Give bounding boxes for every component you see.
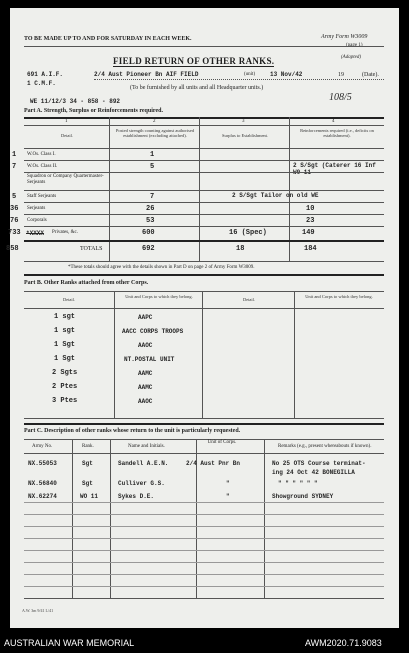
- header-surplus: Surplus to Establishment.: [221, 133, 269, 138]
- army-number: NX.56840: [28, 480, 57, 487]
- army-number: NX.62274: [28, 493, 57, 500]
- part-b-header-unit-2: Unit and Corps to which they belong.: [305, 294, 373, 299]
- remarks: No 25 OTS Course terminat-: [272, 460, 366, 467]
- part-c-header-unit: Unit of Corps.: [207, 440, 237, 445]
- attached-unit: AACC CORPS TROOPS: [122, 328, 184, 335]
- row-rule: [24, 214, 384, 215]
- footer-institution: AUSTRALIAN WAR MEMORIAL: [4, 638, 135, 648]
- unit-corps: ": [226, 480, 230, 487]
- margin-figure: 5: [12, 193, 17, 201]
- totals-surplus: 18: [236, 245, 245, 253]
- part-c-rule: [24, 514, 384, 515]
- footer-accession: AWM2020.71.9083: [305, 638, 382, 648]
- unit-suffix: (unit): [244, 72, 256, 77]
- attached-qty: 1 Sgt: [54, 341, 76, 349]
- margin-figure: 1: [12, 151, 17, 159]
- unit-corps: ": [226, 493, 230, 500]
- col-num-4: 4: [332, 119, 335, 124]
- part-b-top-rule: [24, 291, 384, 292]
- part-c-rule: [24, 550, 384, 551]
- row-label: Corporals: [27, 218, 47, 223]
- reinf-value: 2 S/Sgt (Caterer 16 Inf W0 11: [293, 162, 376, 176]
- attached-qty: 2 Sgts: [52, 369, 78, 377]
- posted-value: 53: [146, 217, 155, 225]
- row-rule: [24, 190, 384, 191]
- field-return-form: [6, 8, 399, 628]
- row-rule: [24, 202, 384, 203]
- attached-unit: AAOC: [138, 398, 153, 405]
- part-a-bottom-rule: [24, 261, 384, 262]
- margin-figure: 7: [12, 163, 17, 171]
- surplus-value: 2 S/Sgt Tailor on old WE: [232, 192, 319, 199]
- part-c-rule: [24, 538, 384, 539]
- part-a-top-rule: [24, 117, 384, 119]
- army-number: NX.55053: [28, 460, 57, 467]
- remarks: " " " " " ": [278, 480, 318, 487]
- attached-unit: AAMC: [138, 384, 153, 391]
- row-rule: [24, 160, 384, 161]
- header-reinf: Reinforcements required (i.e., deficits on establishment).: [300, 128, 374, 138]
- part-c-rule: [24, 562, 384, 563]
- furnish-note: (To be furnished by all units and all Headquarter units.): [130, 85, 264, 91]
- date-label: (Date).: [362, 72, 379, 78]
- col-num-3: 3: [242, 119, 245, 124]
- totals-margin: 858: [6, 245, 19, 253]
- attached-unit: AAMC: [138, 370, 153, 377]
- part-a-heading: Part A. Strength, Surplus or Reinforcements required.: [24, 108, 163, 114]
- part-c-header-name: Name and Initials.: [128, 444, 165, 449]
- reinf-value: 149: [302, 229, 315, 237]
- top-note: TO BE MADE UP TO AND FOR SATURDAY IN EACH WEEK.: [24, 36, 192, 42]
- part-c-rule: [24, 574, 384, 575]
- posted-value: 26: [146, 205, 155, 213]
- remarks-continued: ing 24 Oct 42 BONEGILLA: [272, 469, 355, 476]
- row-label: Squadron or Company Quartermaster-Serjeants: [27, 174, 104, 185]
- reinf-value: 10: [306, 205, 315, 213]
- unit-name: 2/4 Aust Pioneer Bn AIF FIELD: [94, 71, 199, 78]
- return-date: 13 Nov/42: [270, 71, 303, 78]
- rank: Sgt: [82, 460, 93, 467]
- part-b-heading: Part B. Other Ranks attached from other Corps.: [24, 280, 149, 286]
- totals-reinf: 184: [304, 245, 317, 253]
- part-c-header-rule: [24, 453, 384, 454]
- totals-rule: [24, 240, 384, 242]
- row-label: W.Os. Class I.: [27, 152, 56, 157]
- attached-unit: AAPC: [138, 314, 153, 321]
- unit-code-2: 1 C.M.F.: [27, 80, 56, 87]
- signature: 108/5: [329, 92, 352, 103]
- form-print-code: A.W. 3m 9/41 L/41: [22, 608, 54, 613]
- part-c-header-army-no: Army No.: [32, 444, 53, 449]
- row-label: Serjeants: [27, 206, 46, 211]
- name-initials: Sandell A.E.N.: [118, 460, 169, 467]
- part-b-header-detail-2: Detail.: [242, 297, 256, 302]
- form-page: (page 1): [346, 43, 363, 48]
- attached-unit: NT.POSTAL UNIT: [124, 356, 175, 363]
- rank: Sgt: [82, 480, 93, 487]
- row-label: Staff Serjeants: [27, 194, 57, 199]
- part-b-vline-3: [294, 291, 295, 419]
- margin-figure: 76: [10, 217, 19, 225]
- part-a-note: *These totals should agree with the details shown in Part D on page 2 of Army Form W3009.: [68, 265, 255, 270]
- attached-qty: 1 sgt: [54, 327, 76, 335]
- posted-value: 1: [150, 151, 155, 159]
- totals-label: TOTALS: [80, 246, 103, 252]
- rank: WO 11: [80, 493, 99, 500]
- unit-corps: 2/4 Aust Pnr Bn: [186, 460, 241, 467]
- part-b-vline-2: [202, 291, 203, 419]
- part-b-header-detail: Detail.: [62, 297, 76, 302]
- attached-unit: AAOC: [138, 342, 153, 349]
- part-c-rule: [24, 526, 384, 527]
- header-rule: [24, 46, 384, 47]
- row-rule: [24, 226, 384, 227]
- col-num-2: 2: [153, 119, 156, 124]
- we-reference: WE 11/12/3 34 - 858 - 892: [30, 98, 121, 105]
- part-c-heading: Part C. Description of other ranks whose return to the unit is particularly requested.: [24, 428, 241, 434]
- margin-figure: 36: [10, 205, 19, 213]
- header-detail: Detail.: [60, 133, 74, 138]
- row-label: W.Os. Class II.: [27, 164, 58, 169]
- posted-value: 7: [150, 193, 155, 201]
- header-posted: Posted strength counting against authorised establishment (excluding attached).: [115, 128, 195, 138]
- part-c-rule: [24, 586, 384, 587]
- reinf-value: 23: [306, 217, 315, 225]
- part-b-header-rule: [24, 308, 384, 309]
- col-num-1: 1: [65, 119, 68, 124]
- unit-code-1: 691 A.I.F.: [27, 71, 64, 78]
- attached-qty: 3 Ptes: [52, 397, 78, 405]
- row-label: Privates, &c.: [52, 230, 78, 235]
- row-rule: [24, 172, 384, 173]
- part-b-bottom-rule: [24, 418, 384, 419]
- part-b-header-unit: Unit and Corps to which they belong.: [125, 294, 193, 299]
- attached-qty: 1 sgt: [54, 313, 76, 321]
- footer-bar: [0, 630, 409, 653]
- struck-mark: *XXXX: [26, 230, 45, 237]
- date-year: 19: [338, 72, 344, 78]
- unit-line: [94, 79, 384, 80]
- attached-qty: 1 Sgt: [54, 355, 76, 363]
- part-c-header-remarks: Remarks (e.g., present whereabouts if known).: [278, 444, 372, 449]
- posted-value: 600: [142, 229, 155, 237]
- part-a-num-rule: [24, 125, 384, 126]
- surplus-value: 16 (Spec): [229, 229, 267, 237]
- totals-posted: 692: [142, 245, 155, 253]
- part-a-header-rule: [24, 148, 384, 149]
- part-c-rule: [24, 502, 384, 503]
- posted-value: 5: [150, 163, 155, 171]
- adapted-note: (Adapted): [341, 55, 361, 60]
- form-id: Army Form W3009: [321, 34, 368, 40]
- part-b-separator: [24, 274, 384, 276]
- name-initials: Culliver G.S.: [118, 480, 165, 487]
- margin-figure: 733: [8, 229, 21, 237]
- name-initials: Sykes D.E.: [118, 493, 155, 500]
- part-c-header-rank: Rank.: [82, 444, 94, 449]
- attached-qty: 2 Ptes: [52, 383, 78, 391]
- form-title: FIELD RETURN OF OTHER RANKS.: [113, 56, 275, 66]
- remarks: Showground SYDNEY: [272, 493, 334, 500]
- part-b-vline-1: [114, 291, 115, 419]
- part-c-separator: [24, 423, 384, 425]
- part-c-bottom-rule: [24, 598, 384, 599]
